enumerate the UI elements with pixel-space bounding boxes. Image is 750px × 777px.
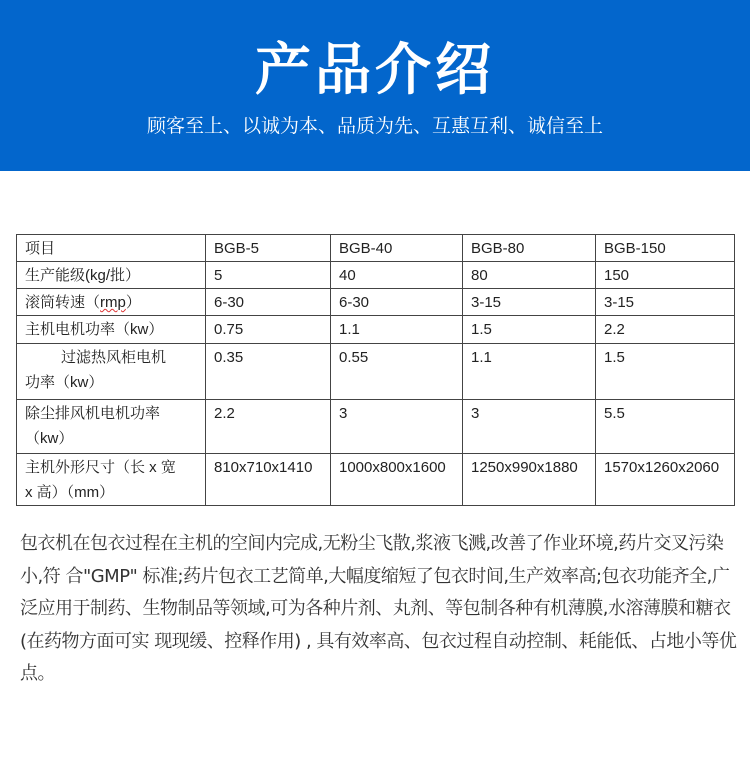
- page-title: 产品介绍: [255, 38, 495, 103]
- row-label: 生产能级(kg/批）: [17, 262, 206, 289]
- table-cell: 5.5: [596, 400, 735, 454]
- table-cell: 0.35: [206, 344, 331, 400]
- table-cell: 1000x800x1600: [331, 454, 463, 506]
- table-cell: 1.1: [463, 344, 596, 400]
- table-cell: 40: [331, 262, 463, 289]
- label-text: 除尘排风机电机功率: [25, 405, 161, 422]
- label-text: 主机外形尺寸（长 x 宽: [25, 459, 176, 476]
- table-row: [17, 289, 735, 316]
- row-label: [17, 454, 206, 506]
- table-cell: 1.1: [331, 316, 463, 344]
- label-text: 过滤热风柜电机: [61, 349, 167, 366]
- label-text: x 高）（mm）: [25, 484, 115, 501]
- table-header-cell: BGB-80: [463, 235, 596, 262]
- table-row: [17, 262, 735, 289]
- spec-table: [16, 234, 735, 506]
- table-row: [17, 344, 735, 400]
- table-cell: 1250x990x1880: [463, 454, 596, 506]
- table-cell: 6-30: [331, 289, 463, 316]
- table-cell: 2.2: [206, 400, 331, 454]
- table-cell: 5: [206, 262, 331, 289]
- table-cell: 810x710x1410: [206, 454, 331, 506]
- table-cell: 6-30: [206, 289, 331, 316]
- table-cell: 2.2: [596, 316, 735, 344]
- table-cell: 150: [596, 262, 735, 289]
- header-banner: [0, 0, 750, 171]
- table-header-cell: BGB-5: [206, 235, 331, 262]
- label-text: （kw）: [25, 430, 74, 447]
- spellcheck-underlined-text: rmp: [100, 294, 126, 311]
- table-header-cell: BGB-40: [331, 235, 463, 262]
- table-row: [17, 400, 735, 454]
- row-label: [17, 344, 206, 400]
- row-label: 主机电机功率（kw）: [17, 316, 206, 344]
- table-cell: 1.5: [596, 344, 735, 400]
- table-cell: 0.75: [206, 316, 331, 344]
- row-label: [17, 289, 206, 316]
- table-cell: 3-15: [596, 289, 735, 316]
- table-cell: 3: [331, 400, 463, 454]
- table-row: [17, 316, 735, 344]
- label-text: 滚筒转速（: [25, 294, 101, 311]
- table-cell: 1570x1260x2060: [596, 454, 735, 506]
- table-header-cell: 项目: [17, 235, 206, 262]
- table-row: [17, 454, 735, 506]
- table-cell: 80: [463, 262, 596, 289]
- label-text: ）: [125, 294, 141, 311]
- product-description: 包衣机在包衣过程在主机的空间内完成,无粉尘飞散,浆液飞溅,改善了作业环境,药片交叉污染小,符 合"GMP" 标准;药片包衣工艺简单,大幅度缩短了包衣时间,生产效率高;包衣功能齐全,广泛应用于制药、生物制品等领域,可为各种片剂、丸剂、等包制各种有机薄膜,水溶薄膜和糖衣(在药物方面可实 现现缓、控释作用) , 具有效率高、包衣过程自动控制、耗能低、占地小等优点。: [20, 533, 737, 684]
- label-text: 功率（kw）: [25, 374, 104, 391]
- table-header-cell: BGB-150: [596, 235, 735, 262]
- table-header-row: [17, 235, 735, 262]
- table-cell: 3: [463, 400, 596, 454]
- page-slogan: 顾客至上、以诚为本、品质为先、互惠互利、诚信至上: [146, 115, 603, 137]
- table-cell: 3-15: [463, 289, 596, 316]
- table-cell: 1.5: [463, 316, 596, 344]
- row-label: [17, 400, 206, 454]
- table-cell: 0.55: [331, 344, 463, 400]
